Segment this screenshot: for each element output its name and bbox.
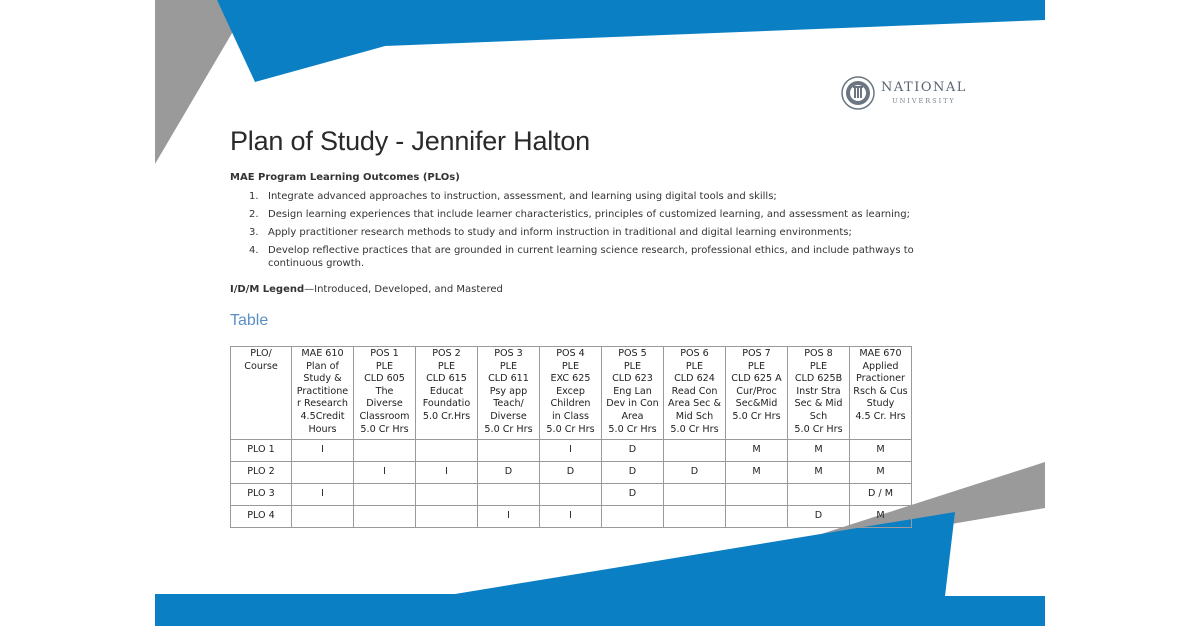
plan-of-study-table — [230, 346, 912, 528]
header-plo-course: PLO/ Course — [231, 347, 292, 440]
row-label: PLO 3 — [231, 484, 292, 506]
plo-text: Design learning experiences that include learner characteristics, principles of customized learning, and assessment as learning; — [268, 209, 910, 220]
row-label: PLO 4 — [231, 506, 292, 528]
idm-cell — [726, 506, 788, 528]
plo-text: Apply practitioner research methods to study and inform instruction in traditional and digital learning environments; — [268, 227, 852, 238]
idm-cell: I — [354, 462, 416, 484]
legend — [230, 284, 503, 295]
column-header: POS 3 PLE CLD 611 Psy app Teach/ Diverse 5.0 Cr Hrs — [478, 347, 540, 440]
idm-cell: M — [850, 440, 912, 462]
idm-cell — [354, 440, 416, 462]
idm-cell — [354, 506, 416, 528]
plo-number: 2. — [249, 209, 259, 220]
plo-number: 1. — [249, 191, 259, 202]
column-header: MAE 670 Applied Practioner Rsch & Cus Study 4.5 Cr. Hrs — [850, 347, 912, 440]
table-row — [231, 440, 912, 462]
row-label: PLO 2 — [231, 462, 292, 484]
plo-number: 3. — [249, 227, 259, 238]
idm-cell — [416, 440, 478, 462]
idm-cell — [354, 484, 416, 506]
idm-cell: I — [292, 484, 354, 506]
page-title: Plan of Study - Jennifer Halton — [230, 126, 591, 156]
table-header-row — [231, 347, 912, 440]
logo-name: NATIONAL — [881, 80, 967, 96]
plo-item — [249, 244, 969, 270]
idm-cell: M — [850, 462, 912, 484]
column-header: POS 1 PLE CLD 605 The Diverse Classroom 5.0 Cr Hrs — [354, 347, 416, 440]
idm-cell: I — [540, 440, 602, 462]
logo-subtitle: UNIVERSITY — [892, 97, 956, 106]
idm-cell — [416, 484, 478, 506]
plo-item — [249, 208, 969, 221]
idm-cell: M — [726, 440, 788, 462]
idm-cell — [664, 484, 726, 506]
idm-cell: D — [540, 462, 602, 484]
legend-label: I/D/M Legend — [230, 284, 305, 295]
idm-cell — [478, 484, 540, 506]
column-header: POS 5 PLE CLD 623 Eng Lan Dev in Con Area 5.0 Cr Hrs — [602, 347, 664, 440]
column-header: POS 2 PLE CLD 615 Educat Foundatio 5.0 Cr.Hrs — [416, 347, 478, 440]
top-blue-swoosh — [217, 0, 1045, 82]
idm-cell — [292, 462, 354, 484]
plo-number: 4. — [249, 245, 259, 256]
idm-cell: D — [664, 462, 726, 484]
university-seal-icon — [841, 76, 875, 110]
idm-cell — [664, 440, 726, 462]
idm-cell: D — [788, 506, 850, 528]
column-header: POS 8 PLE CLD 625B Instr Stra Sec & Mid Sch 5.0 Cr Hrs — [788, 347, 850, 440]
plo-item — [249, 190, 969, 203]
plo-heading: MAE Program Learning Outcomes (PLOs) — [230, 172, 460, 183]
table-row — [231, 506, 912, 528]
legend-text: —Introduced, Developed, and Mastered — [304, 284, 503, 295]
row-label: PLO 1 — [231, 440, 292, 462]
idm-cell: D — [602, 440, 664, 462]
slide — [155, 0, 1045, 626]
idm-cell: I — [478, 506, 540, 528]
university-logo — [841, 76, 967, 110]
column-header: MAE 610 Plan of Study & Practitione r Research 4.5Credit Hours — [292, 347, 354, 440]
idm-cell: D — [602, 462, 664, 484]
idm-cell: M — [850, 506, 912, 528]
idm-cell: I — [416, 462, 478, 484]
plo-text: Integrate advanced approaches to instruction, assessment, and learning using digital tools and skills; — [268, 191, 777, 202]
idm-cell: M — [788, 440, 850, 462]
idm-cell: D — [602, 484, 664, 506]
idm-cell: I — [292, 440, 354, 462]
table-body — [231, 440, 912, 528]
idm-cell — [788, 484, 850, 506]
table-row — [231, 484, 912, 506]
idm-cell — [292, 506, 354, 528]
top-left-gray-swoosh — [155, 0, 235, 164]
idm-cell: M — [726, 462, 788, 484]
idm-cell — [602, 506, 664, 528]
idm-cell: M — [788, 462, 850, 484]
idm-cell — [416, 506, 478, 528]
plo-item — [249, 226, 969, 239]
idm-cell — [540, 484, 602, 506]
column-header: POS 4 PLE EXC 625 Excep Children in Class 5.0 Cr Hrs — [540, 347, 602, 440]
bottom-blue-swoosh — [155, 512, 1045, 626]
table-row — [231, 462, 912, 484]
idm-cell — [478, 440, 540, 462]
plo-text: Develop reflective practices that are grounded in current learning science research, professional ethics, and include pathways to continuous growth. — [268, 245, 914, 269]
idm-cell: I — [540, 506, 602, 528]
table-heading: Table — [230, 312, 269, 329]
column-header: POS 6 PLE CLD 624 Read Con Area Sec & Mid Sch 5.0 Cr Hrs — [664, 347, 726, 440]
column-header: POS 7 PLE CLD 625 A Cur/Proc Sec&Mid 5.0 Cr Hrs — [726, 347, 788, 440]
idm-cell: D / M — [850, 484, 912, 506]
idm-cell: D — [478, 462, 540, 484]
idm-cell — [726, 484, 788, 506]
plo-list — [249, 190, 969, 275]
idm-cell — [664, 506, 726, 528]
